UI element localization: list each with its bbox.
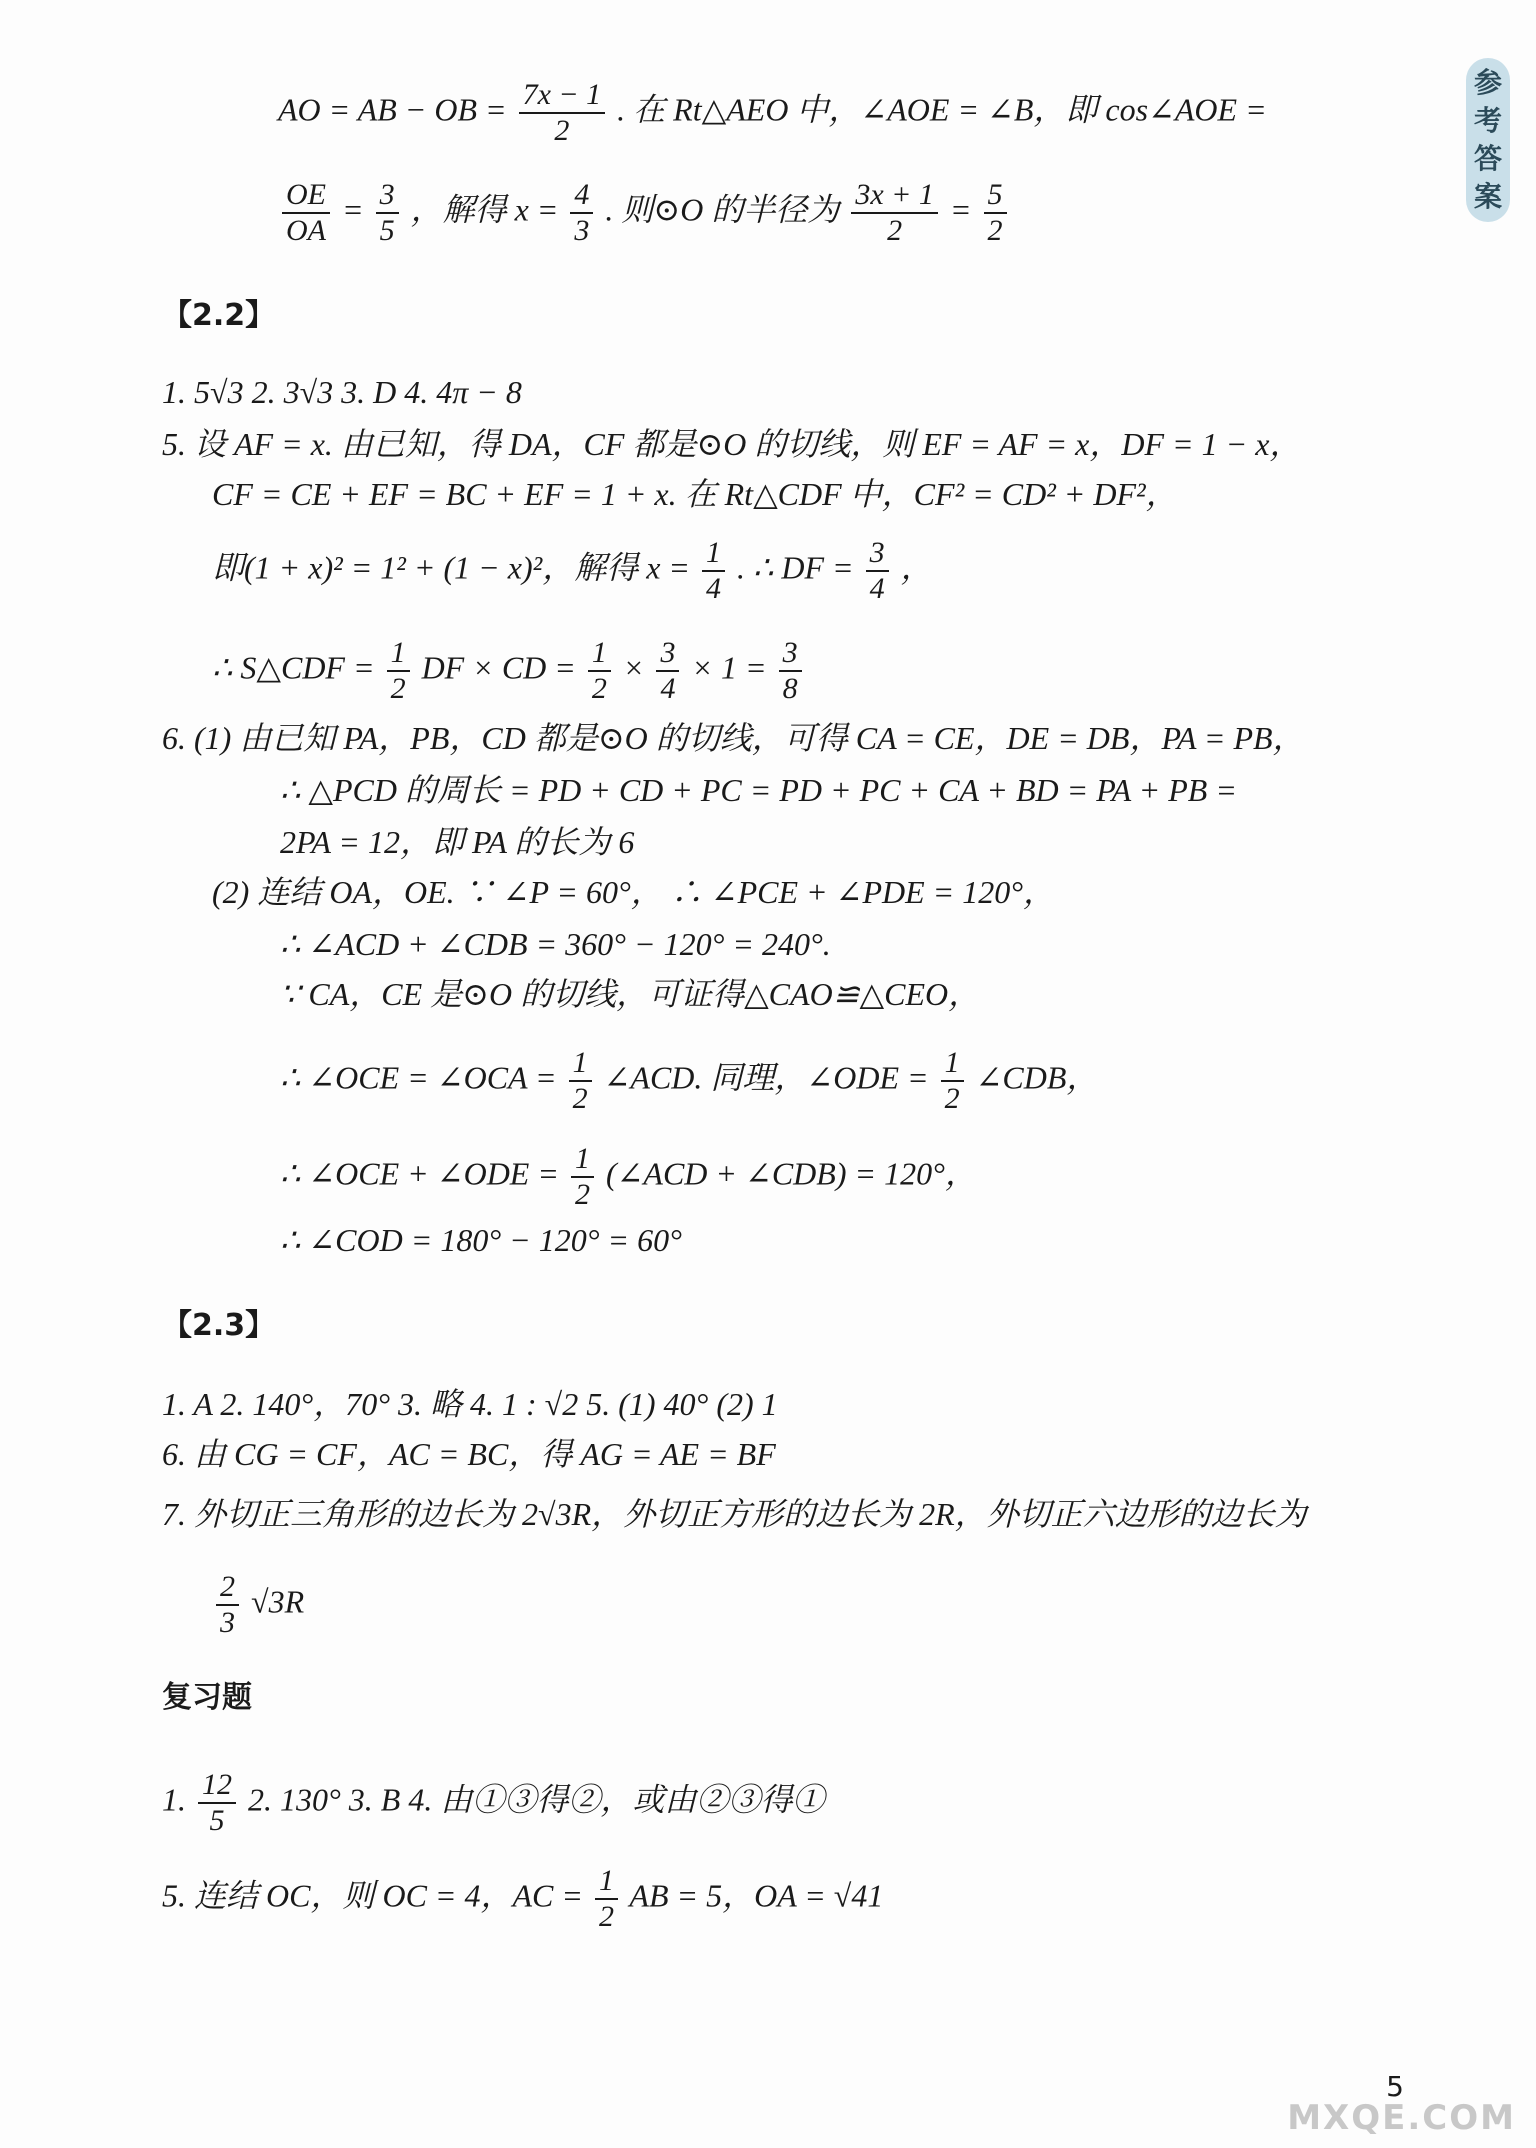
- text: 1.: [162, 1781, 186, 1818]
- fraction: [519, 78, 606, 148]
- fraction: [216, 1570, 239, 1640]
- numerator: 1: [569, 1046, 592, 1082]
- denominator: 8: [782, 672, 798, 705]
- text: 即(1 + x)² = 1² + (1 − x)²，解得 x =: [212, 549, 690, 586]
- denominator: 4: [706, 572, 721, 605]
- fraction: [779, 636, 802, 706]
- text: . 则⊙O 的半径为: [605, 191, 840, 228]
- s22-q6-line8: [280, 1142, 977, 1212]
- text: AO = AB − OB =: [278, 91, 507, 128]
- numerator: 1: [941, 1046, 964, 1082]
- numerator: 1: [702, 536, 725, 572]
- denominator: 2: [944, 1082, 960, 1115]
- fraction: [984, 178, 1007, 248]
- denominator: 2: [987, 214, 1003, 247]
- s22-q6-line1: 6. (1) 由已知 PA，PB，CD 都是⊙O 的切线，可得 CA = CE，DE = DB，PA = PB，: [162, 720, 1305, 756]
- numerator: 7x − 1: [519, 78, 606, 114]
- text: √3R: [251, 1583, 305, 1620]
- side-tab-char: 答: [1473, 142, 1502, 175]
- text: AB = 5，OA = √41: [629, 1877, 884, 1914]
- text: =: [342, 191, 364, 228]
- text: ∠ACD. 同理，∠ODE =: [603, 1059, 929, 1096]
- s22-q5-line3: [212, 536, 933, 606]
- numerator: 3: [779, 636, 802, 672]
- text: × 1 =: [691, 649, 767, 686]
- numerator: 1: [571, 1142, 594, 1178]
- text: (∠ACD + ∠CDB) = 120°，: [605, 1155, 977, 1192]
- intro-line-1: [278, 78, 1267, 148]
- fraction: [866, 536, 889, 606]
- s22-q6-line5: ∴ ∠ACD + ∠CDB = 360° − 120° = 240°.: [280, 926, 831, 962]
- numerator: 5: [984, 178, 1007, 214]
- numerator: 4: [570, 178, 593, 214]
- reference-answers-tab: [1466, 58, 1510, 222]
- denominator: 5: [209, 1804, 225, 1837]
- watermark-logo: MXQE.COM: [1287, 2098, 1516, 2138]
- fraction: [851, 178, 938, 248]
- denominator: OA: [286, 214, 326, 247]
- side-tab-char: 参: [1473, 66, 1502, 99]
- s22-q6-line4: (2) 连结 OA，OE. ∵ ∠P = 60°， ∴ ∠PCE + ∠PDE = 120°，: [212, 874, 1056, 910]
- s23-q7-cont: [212, 1570, 304, 1640]
- denominator: 5: [379, 214, 395, 247]
- fraction: [376, 178, 399, 248]
- text: . ∴ DF =: [737, 549, 854, 586]
- fraction: [569, 1046, 592, 1116]
- side-tab-char: 考: [1473, 104, 1502, 137]
- text: ∴ ∠OCE = ∠OCA =: [280, 1059, 557, 1096]
- denominator: 3: [220, 1606, 235, 1639]
- fraction: [588, 636, 611, 706]
- page-number: 5: [1386, 2070, 1404, 2103]
- text: 5. 连结 OC，则 OC = 4，AC =: [162, 1877, 583, 1914]
- fraction: [571, 1142, 594, 1212]
- text: ∴ S△CDF =: [212, 649, 375, 686]
- s22-q5-line4: [212, 636, 806, 706]
- text: ∴ ∠OCE + ∠ODE =: [280, 1155, 559, 1192]
- side-tab-char: 案: [1473, 180, 1502, 213]
- denominator: 4: [869, 572, 885, 605]
- s22-q6-line3: 2PA = 12，即 PA 的长为 6: [280, 824, 635, 860]
- s22-q5-line1: 5. 设 AF = x. 由已知，得 DA，CF 都是⊙O 的切线，则 EF = AF = x，DF = 1 − x，: [162, 426, 1302, 462]
- s22-q5-line2: CF = CE + EF = BC + EF = 1 + x. 在 Rt△CDF 中，CF² = CD² + DF²，: [212, 476, 1178, 512]
- intro-line-2: [278, 178, 1011, 248]
- denominator: 2: [390, 672, 406, 705]
- denominator: 2: [887, 214, 903, 247]
- denominator: 2: [591, 672, 607, 705]
- numerator: 1: [595, 1864, 618, 1900]
- numerator: 1: [588, 636, 611, 672]
- fraction: [595, 1864, 618, 1934]
- text: ×: [622, 649, 645, 686]
- fraction: [656, 636, 679, 706]
- numerator: OE: [282, 178, 330, 214]
- numerator: 12: [198, 1768, 236, 1804]
- numerator: 3: [866, 536, 889, 572]
- text: DF × CD =: [421, 649, 576, 686]
- s23-q1: 1. A 2. 140°，70° 3. 略 4. 1 : √2 5. (1) 40° (2) 1: [162, 1386, 778, 1422]
- section-title-2-2: 【2.2】: [162, 298, 276, 333]
- numerator: 3: [656, 636, 679, 672]
- denominator: 2: [574, 1178, 590, 1211]
- s22-q6-line6: ∵ CA，CE 是⊙O 的切线，可证得△CAO≌△CEO，: [280, 976, 981, 1012]
- denominator: 2: [599, 1900, 614, 1933]
- s23-q7: 7. 外切正三角形的边长为 2√3R，外切正方形的边长为 2R，外切正六边形的边长为: [162, 1496, 1307, 1532]
- numerator: 3: [376, 178, 399, 214]
- numerator: 2: [216, 1570, 239, 1606]
- fraction: [570, 178, 593, 248]
- text: ∠CDB，: [975, 1059, 1099, 1096]
- numerator: 3x + 1: [851, 178, 938, 214]
- denominator: 2: [554, 114, 570, 147]
- review-q5: [162, 1864, 883, 1934]
- denominator: 2: [572, 1082, 588, 1115]
- denominator: 3: [574, 214, 590, 247]
- fraction: [387, 636, 410, 706]
- s22-q6-line2: ∴ △PCD 的周长 = PD + CD + PC = PD + PC + CA + BD = PA + PB =: [280, 772, 1237, 808]
- denominator: 4: [660, 672, 676, 705]
- text: . 在 Rt△AEO 中，∠AOE = ∠B，即 cos∠AOE =: [617, 91, 1267, 128]
- text: 2. 130° 3. B 4. 由①③得②，或由②③得①: [248, 1781, 825, 1818]
- text: ，解得 x =: [410, 191, 559, 228]
- s22-q6-line9: ∴ ∠COD = 180° − 120° = 60°: [280, 1222, 682, 1258]
- s22-q6-line7: [280, 1046, 1098, 1116]
- numerator: 1: [387, 636, 410, 672]
- review-q1: [162, 1768, 824, 1838]
- text: =: [949, 191, 972, 228]
- fraction: [941, 1046, 964, 1116]
- s23-q6: 6. 由 CG = CF，AC = BC，得 AG = AE = BF: [162, 1436, 776, 1472]
- review-title: 复习题: [162, 1680, 252, 1715]
- text: ，: [900, 549, 933, 586]
- fraction: [282, 178, 330, 248]
- fraction: [198, 1768, 236, 1838]
- s22-q1: 1. 5√3 2. 3√3 3. D 4. 4π − 8: [162, 374, 522, 410]
- section-title-2-3: 【2.3】: [162, 1308, 276, 1343]
- fraction: [702, 536, 725, 606]
